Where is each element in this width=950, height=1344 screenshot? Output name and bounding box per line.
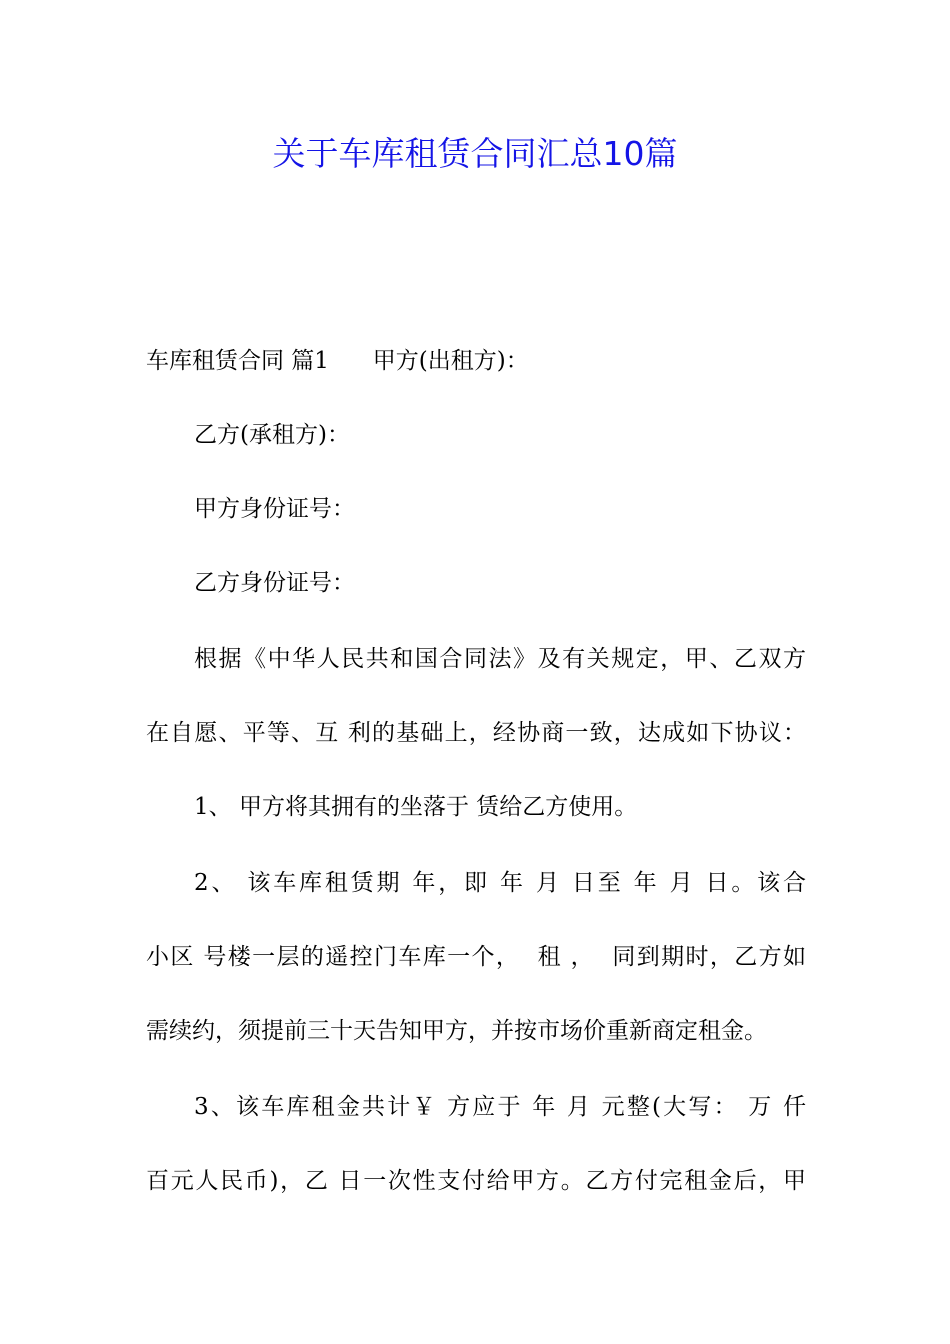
paragraph-line: 2、 该车库租赁期 年，即 年 月 日至 年 月 日。该合	[194, 870, 806, 896]
paragraph-line: 1、 甲方将其拥有的坐落于 赁给乙方使用。	[194, 794, 638, 820]
paragraph-line: 乙方(承租方)：	[194, 422, 350, 448]
paragraph-line: 车库租赁合同 篇1 甲方(出租方)：	[146, 348, 529, 374]
paragraph-line: 百元人民币)，乙 日一次性支付给甲方。乙方付完租金后，甲	[146, 1168, 806, 1194]
paragraph-line: 乙方身份证号：	[194, 570, 355, 596]
paragraph-line: 小区 号楼一层的遥控门车库一个， 租 ， 同到期时，乙方如	[146, 944, 806, 970]
paragraph-line: 在自愿、平等、互 利的基础上，经协商一致，达成如下协议：	[146, 720, 806, 746]
document-title: 关于车库租赁合同汇总10篇	[272, 134, 678, 173]
paragraph-line: 需续约，须提前三十天告知甲方，并按市场价重新商定租金。	[146, 1018, 767, 1044]
paragraph-line: 根据《中华人民共和国合同法》及有关规定，甲、乙双方	[194, 646, 806, 672]
paragraph-line: 3、该车库租金共计￥ 方应于 年 月 元整(大写： 万 仟	[194, 1094, 806, 1120]
paragraph-line: 甲方身份证号：	[194, 496, 355, 522]
